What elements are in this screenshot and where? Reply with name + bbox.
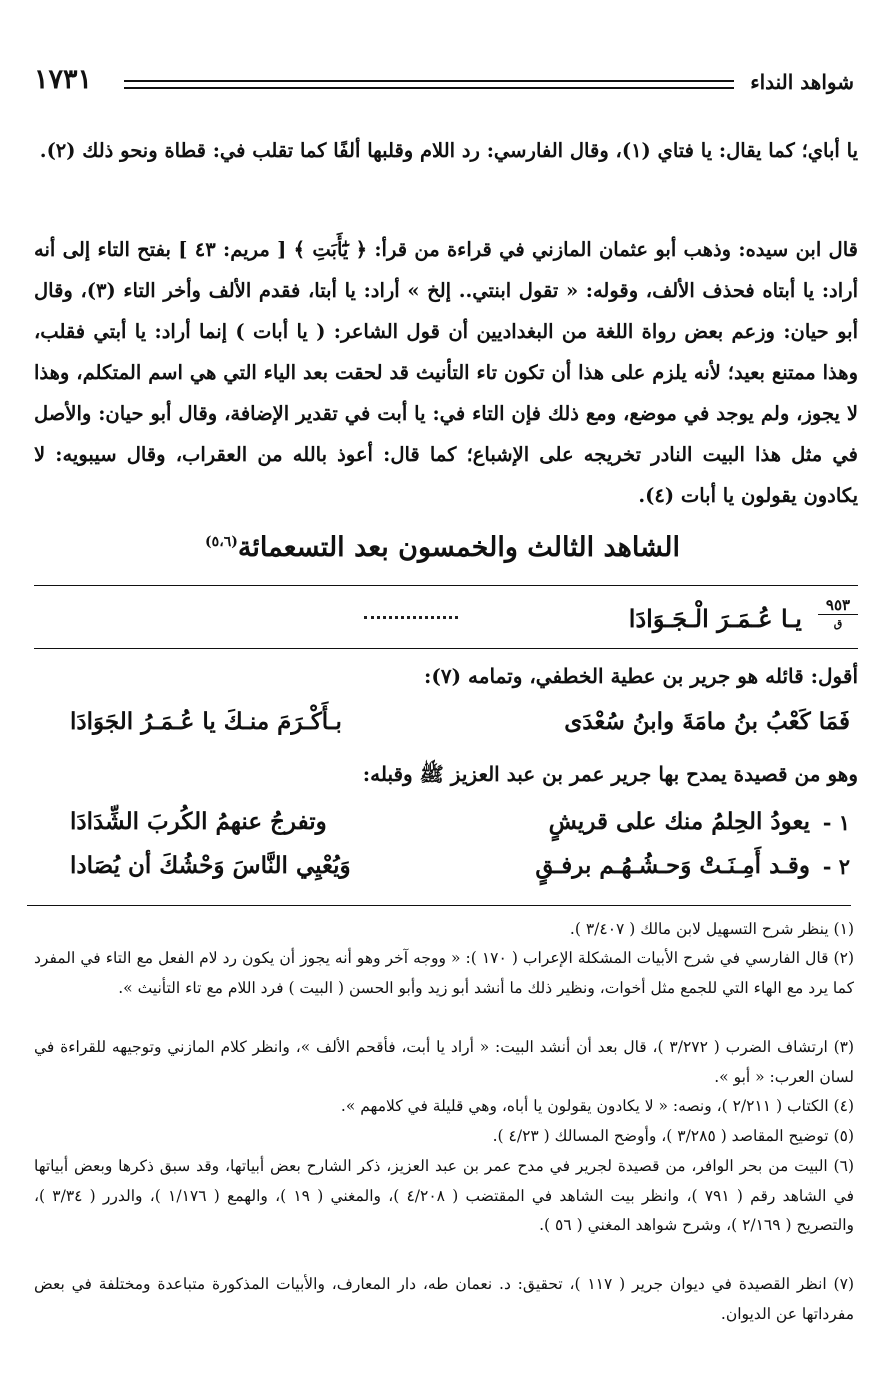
header-double-rule (124, 80, 734, 89)
verse-1 (70, 806, 850, 850)
footnote-separator (27, 905, 851, 906)
verse-1-number: ١ - (822, 810, 850, 835)
witness-number: ٩٥٣ (818, 596, 858, 615)
page-number: ١٧٣١ (34, 64, 93, 95)
witness-top-rule (34, 585, 858, 586)
witness-bottom-rule (34, 648, 858, 649)
verse-2-first-hemistich: وقـد أَمِـنَـتْ وَحـشُـهُـم برفـقٍ (535, 852, 810, 879)
footnote-4: (٤) الكتاب ( ٢/٢١١ )، ونصه: « لا يكادون يقولون يا أباه، وهي قليلة في كلامهم ». (340, 1097, 854, 1115)
witness-band (34, 596, 858, 646)
running-title: شواهد النداء (750, 70, 854, 94)
footnote-3: (٣) ارتشاف الضرب ( ٣/٢٧٢ )، قال بعد أن أنشد البيت: « أراد يا أبت، فأقحم الألف »، وانظر كلام المازني وتوجيهه للقراءة في لسان العرب: « أبو ». (34, 1038, 855, 1086)
context-line: وهو من قصيدة يمدح بها جرير عمر بن عبد العزيز ﷺ وقبله: (362, 762, 858, 786)
section-heading (0, 532, 885, 563)
verse-1-first-hemistich: يعودُ الحِلمُ منك على قريشٍ (548, 808, 810, 835)
verse-2 (70, 850, 850, 894)
verse-2-number: ٢ - (822, 854, 850, 879)
main-verse-first-hemistich: فَمَا كَعْبُ بنُ مامَةَ وابنُ سُعْدَى (564, 708, 850, 735)
witness-text: يـا عُـمَـرَ الْـجَـوَادَا (628, 604, 802, 633)
witness-number-box (818, 596, 858, 633)
footnote-1: (١) ينظر شرح التسهيل لابن مالك ( ٣/٤٠٧ ). (569, 920, 854, 938)
section-heading-footnote-ref: (٥،٦) (205, 534, 238, 550)
footnote-5: (٥) توضيح المقاصد ( ٣/٢٨٥ )، وأوضح المسالك ( ٤/٢٣ ). (492, 1127, 854, 1145)
verse-2-second-hemistich: وَيُعْيِي النَّاسَ وَحْشُكَ أن يُصَادا (70, 852, 351, 879)
main-verse (70, 706, 850, 750)
witness-sub-mark: ق (833, 617, 843, 630)
paragraph-2: قال ابن سيده: وذهب أبو عثمان المازني في قراءة من قرأ: ﴿ يَٰٓأَبَتِ ﴾ [ مريم: ٤٣ ] بفتح التاء إلى أنه أراد: يا أبتاه فحذف الألف، وقوله: « تقول ابنتي.. إلخ » أراد: يا أبتا، فقدم الألف وأخر التاء (٣)، وقال أبو حيان: وزعم بعض رواة اللغة من البغداديين أن قول الشاعر: ( يا أبات ) إنما أراد: يا أبتي فقلب، وهذا ممتنع بعيد؛ لأنه يلزم على هذا أن تكون تاء التأنيث قد لحقت بعد الياء التي هي اسم المتكلم، وهذا لا يجوز، ولم يوجد في موضع، ومع ذلك فإن التاء في: يا أبت في تقدير الإضافة، وقال أبو حيان: والأصل في مثل هذا البيت النادر تخريجه على الإشباع؛ كما قال: أعوذ بالله من العقراب، وقال سيبويه: لا يكادون يقولون يا أبات (٤). (34, 238, 858, 507)
running-header (34, 66, 854, 100)
footnote-7: (٧) انظر القصيدة في ديوان جرير ( ١١٧ )، تحقيق: د. نعمان طه، دار المعارف، والأبيات المذكورة متباعدة ومختلفة في بعض مفرداتها عن الديوان. (34, 1275, 854, 1323)
section-heading-text: الشاهد الثالث والخمسون بعد التسعمائة (237, 532, 680, 563)
footnote-2: (٢) قال الفارسي في شرح الأبيات المشكلة الإعراب ( ١٧٠ ): « ووجه آخر وهو أنه يجوز أن يكون رد لام الفعل مع التاء في المفرد كما يرد مع الهاء التي للجمع مثل أخوات، ونظير ذلك ما أنشد أبو زيد وأبو الحسن ( البيت ) فرد اللام مع تاء التأنيث ». (34, 949, 854, 997)
intro-line: أقول: قائله هو جرير بن عطية الخطفي، وتمامه (٧): (424, 664, 858, 688)
paragraph-1: يا أباي؛ كما يقال: يا فتاي (١)، وقال الفارسي: رد اللام وقلبها ألفًا كما تقلب في: قطاة ونحو ذلك (٢). (39, 139, 858, 162)
main-verse-second-hemistich: بـأَكْـرَمَ منـكَ يا عُـمَـرُ الجَوَادَا (70, 708, 342, 735)
verse-1-second-hemistich: وتفرجُ عنهمُ الكُربَ الشِّدَادَا (70, 808, 327, 835)
footnote-6: (٦) البيت من بحر الوافر، من قصيدة لجرير في مدح عمر بن عبد العزيز، ذكر الشارح بعض أبياتها، وقد سبق ذكرها وبعض أبياتها في الشاهد رقم ( ٧٩١ )، وانظر بيت الشاهد في المقتضب ( ٤/٢٠٨ )، والمغني ( ١٩ )، والهمع ( ١/١٧٦ )، والدرر ( ٣/٣٤ )، والتصريح ( ٢/١٦٩ )، وشرح شواهد المغني ( ٥٦ ). (34, 1157, 854, 1234)
witness-dotted-line (364, 616, 458, 619)
